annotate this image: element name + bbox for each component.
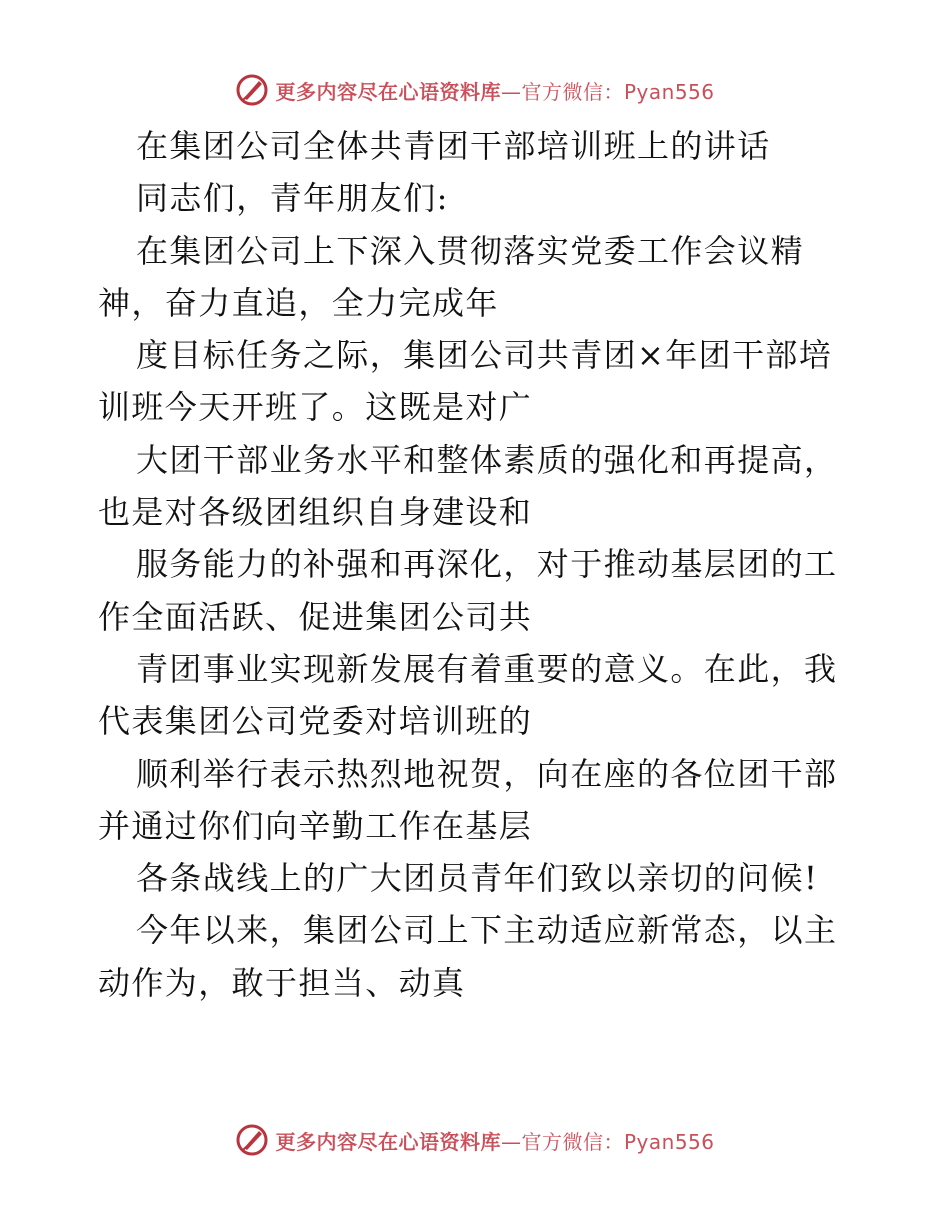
paragraph-line: 并通过你们向辛勤工作在基层: [98, 806, 533, 845]
document-body: [98, 120, 858, 1009]
paragraph-line: 在集团公司上下深入贯彻落实党委工作会议精: [136, 231, 805, 270]
quill-logo-icon: [235, 1123, 269, 1157]
paragraph-line: 今年以来，集团公司上下主动适应新常态，以主: [136, 911, 838, 950]
header-banner: [0, 70, 950, 110]
paragraph-line: 动作为，敢于担当、动真: [98, 963, 466, 1002]
paragraph-line: 各条战线上的广大团员青年们致以亲切的问候!: [136, 859, 819, 898]
footer-banner: [0, 1120, 950, 1160]
header-banner-main: 更多内容尽在心语资料库: [275, 79, 501, 104]
paragraph-line: 神，奋力直追，全力完成年: [98, 283, 499, 322]
footer-banner-text: [275, 1126, 714, 1155]
paragraph-line: 也是对各级团组织自身建设和: [98, 493, 533, 532]
header-banner-id: Pyan556: [623, 79, 715, 104]
paragraph-line: 大团干部业务水平和整体素质的强化和再提高，: [136, 440, 838, 479]
footer-banner-main: 更多内容尽在心语资料库: [275, 1129, 501, 1154]
paragraph-line: 青团事业实现新发展有着重要的意义。在此，我: [136, 649, 838, 688]
paragraph-line: 服务能力的补强和再深化，对于推动基层团的工: [136, 545, 838, 584]
header-banner-sep: —官方微信：: [500, 79, 624, 104]
header-banner-text: [275, 76, 714, 105]
paragraph-line: 度目标任务之际，集团公司共青团×年团干部培: [136, 336, 833, 375]
quill-logo-icon: [235, 73, 269, 107]
paragraph-line: 训班今天开班了。这既是对广: [98, 388, 533, 427]
paragraph-line: 作全面活跃、促进集团公司共: [98, 597, 533, 636]
footer-banner-id: Pyan556: [623, 1129, 715, 1154]
paragraph-line: 代表集团公司党委对培训班的: [98, 702, 533, 741]
paragraph-line: 顺利举行表示热烈地祝贺，向在座的各位团干部: [136, 754, 838, 793]
document-title: 在集团公司全体共青团干部培训班上的讲话: [136, 127, 771, 165]
salutation: 同志们，青年朋友们:: [136, 179, 449, 218]
footer-banner-sep: —官方微信：: [500, 1129, 624, 1154]
